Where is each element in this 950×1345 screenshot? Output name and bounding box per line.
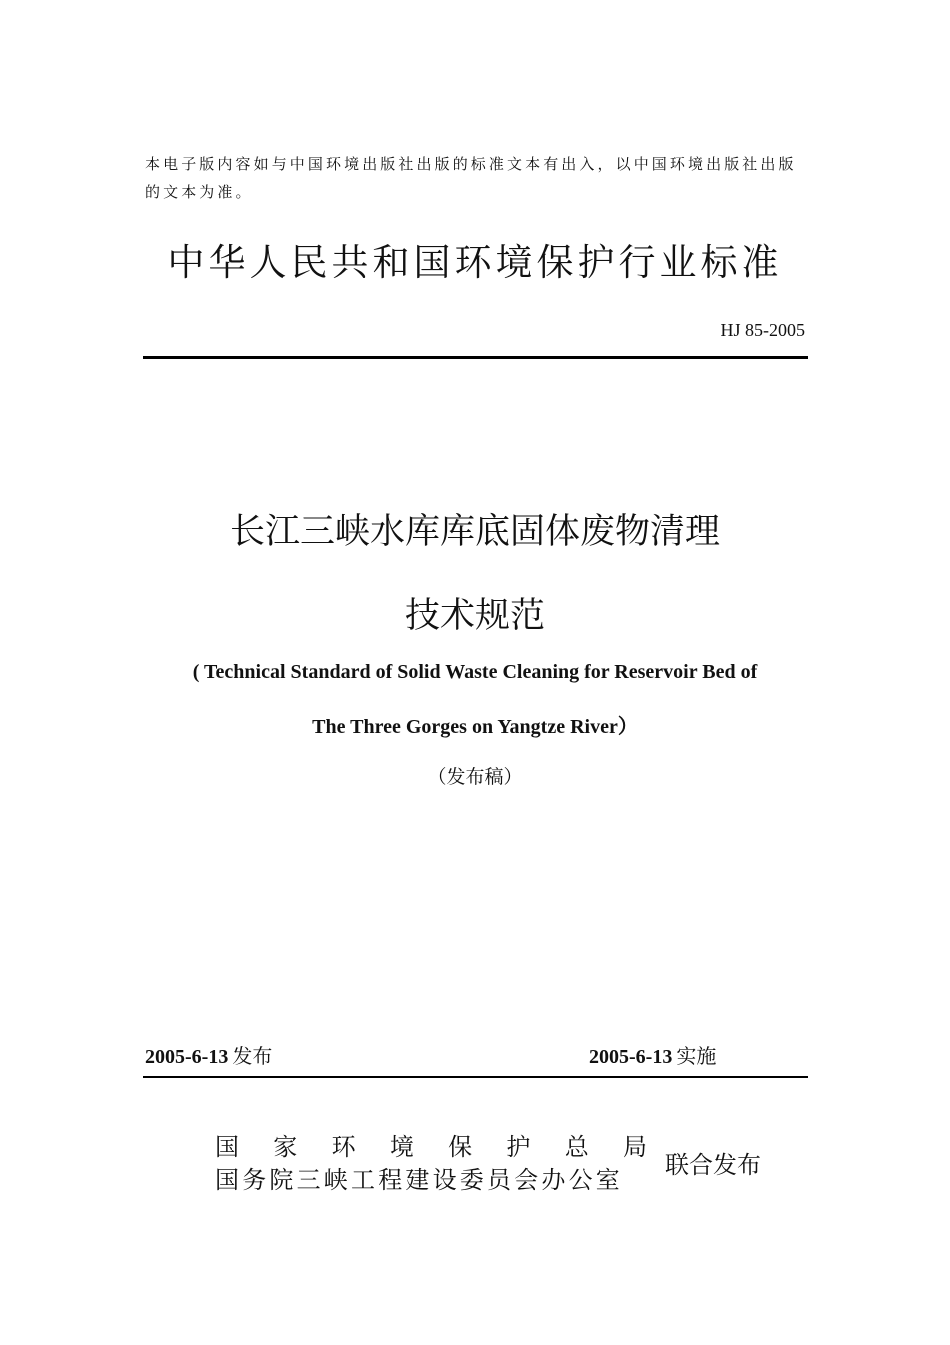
english-title-line1: ( Technical Standard of Solid Waste Cleaning for Reservoir Bed of: [192, 661, 758, 683]
issuer-char: 局: [622, 1133, 647, 1161]
joint-issue-label: 联合发布: [665, 1151, 761, 1179]
issuer-char: 国: [215, 1133, 239, 1161]
effective-label: 实施: [676, 1044, 717, 1068]
issue-date: 2005-6-13: [145, 1046, 229, 1068]
header-divider: [143, 356, 808, 359]
issuer-char: 境: [389, 1133, 414, 1161]
document-title-line1: 长江三峡水库库底固体废物清理: [229, 512, 720, 552]
effective-date: 2005-6-13: [589, 1046, 673, 1068]
date-divider: [143, 1076, 808, 1078]
org-standard-title: 中华人民共和国环境保护行业标准: [167, 241, 783, 284]
draft-status: （发布稿）: [427, 766, 523, 788]
issuer-char: 护: [506, 1133, 531, 1161]
issuer-line2: 国务院三峡工程建设委员会办公室: [215, 1166, 623, 1194]
english-title-line2: The Three Gorges on Yangtze River）: [312, 716, 638, 738]
issuer-char: 家: [273, 1133, 298, 1161]
issue-label: 发布: [232, 1044, 273, 1068]
issue-date-block: [145, 1040, 272, 1069]
issuer-char: 总: [564, 1133, 589, 1161]
issuer-char: 保: [448, 1133, 473, 1161]
issuer-line1: [215, 1127, 647, 1162]
document-title-line2: 技术规范: [404, 596, 545, 636]
standard-code: HJ 85-2005: [720, 320, 805, 340]
issuer-char: 环: [331, 1133, 356, 1161]
disclaimer-notice: 本电子版内容如与中国环境出版社出版的标准文本有出入，以中国环境出版社出版的文本为准。: [145, 155, 797, 201]
effective-date-block: [589, 1040, 716, 1069]
